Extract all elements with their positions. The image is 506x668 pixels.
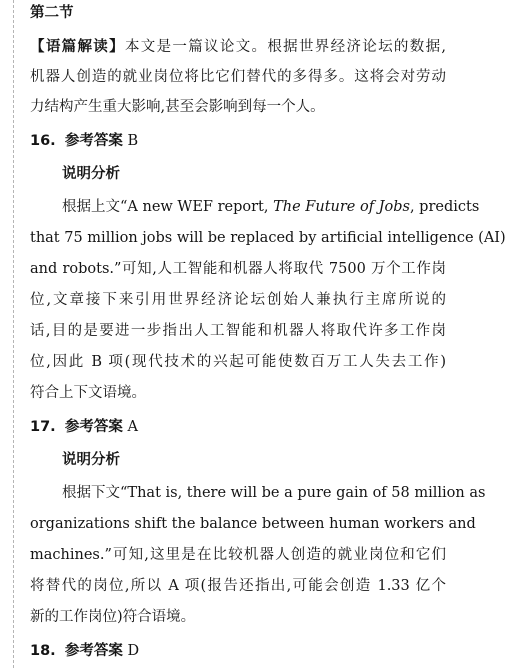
intro-tag: 【语篇解读】 xyxy=(30,39,125,55)
q17-answer: A xyxy=(127,419,138,435)
q17-line-4: 将替代的岗位,所以 A 项(报告还指出,可能会创造 1.33 亿个 xyxy=(30,578,446,594)
q17-analysis-label: 说明分析 xyxy=(62,452,120,468)
q16-answer-label: 参考答案 xyxy=(64,133,123,149)
q16-line-2: that 75 million jobs will be replaced by artificial intelligence (AI) xyxy=(30,230,506,246)
q16-line-1-a: 根据上文“A new WEF report, xyxy=(62,199,274,215)
q16-analysis-label: 说明分析 xyxy=(62,166,120,182)
q16-answer-line xyxy=(30,130,446,152)
q17-line-2: organizations shift the balance between human workers and xyxy=(30,516,476,532)
intro-text-1: 本文是一篇议论文。根据世界经济论坛的数据, xyxy=(124,39,446,55)
intro-line-1 xyxy=(30,36,446,58)
q16-line-6: 位,因此 B 项(现代技术的兴起可能使数百万工人失去工作) xyxy=(30,354,446,370)
q16-line-4: 位,文章接下来引用世界经济论坛创始人兼执行主席所说的 xyxy=(30,292,446,308)
q17-line-5: 新的工作岗位)符合语境。 xyxy=(30,609,196,625)
binding-margin-rule xyxy=(13,0,14,668)
q17-line-1: 根据下文“That is, there will be a pure gain of 58 million as xyxy=(62,485,486,501)
q17-number: 17. xyxy=(30,419,56,435)
q16-line-1 xyxy=(62,196,480,218)
q17-answer-line xyxy=(30,416,446,438)
intro-line-3: 力结构产生重大影响,甚至会影响到每一个人。 xyxy=(30,99,325,115)
q16-answer: B xyxy=(127,133,139,149)
section-title: 第二节 xyxy=(30,5,74,21)
q16-report-title: The Future of Jobs xyxy=(273,199,410,215)
q18-answer: D xyxy=(127,643,140,659)
q16-line-7: 符合上下文语境。 xyxy=(30,385,146,401)
q18-answer-label: 参考答案 xyxy=(64,643,123,659)
intro-line-2: 机器人创造的就业岗位将比它们替代的多得多。这将会对劳动 xyxy=(30,69,446,85)
q16-number: 16. xyxy=(30,133,56,149)
q16-line-1-b: , predicts xyxy=(409,199,480,215)
q16-line-3: and robots.”可知,人工智能和机器人将取代 7500 万个工作岗 xyxy=(30,261,446,277)
q18-answer-line xyxy=(30,640,446,662)
q16-line-5: 话,目的是要进一步指出人工智能和机器人将取代许多工作岗 xyxy=(30,323,446,339)
q17-answer-label: 参考答案 xyxy=(64,419,123,435)
q17-line-3: machines.”可知,这里是在比较机器人创造的就业岗位和它们 xyxy=(30,547,446,563)
q18-number: 18. xyxy=(30,643,56,659)
